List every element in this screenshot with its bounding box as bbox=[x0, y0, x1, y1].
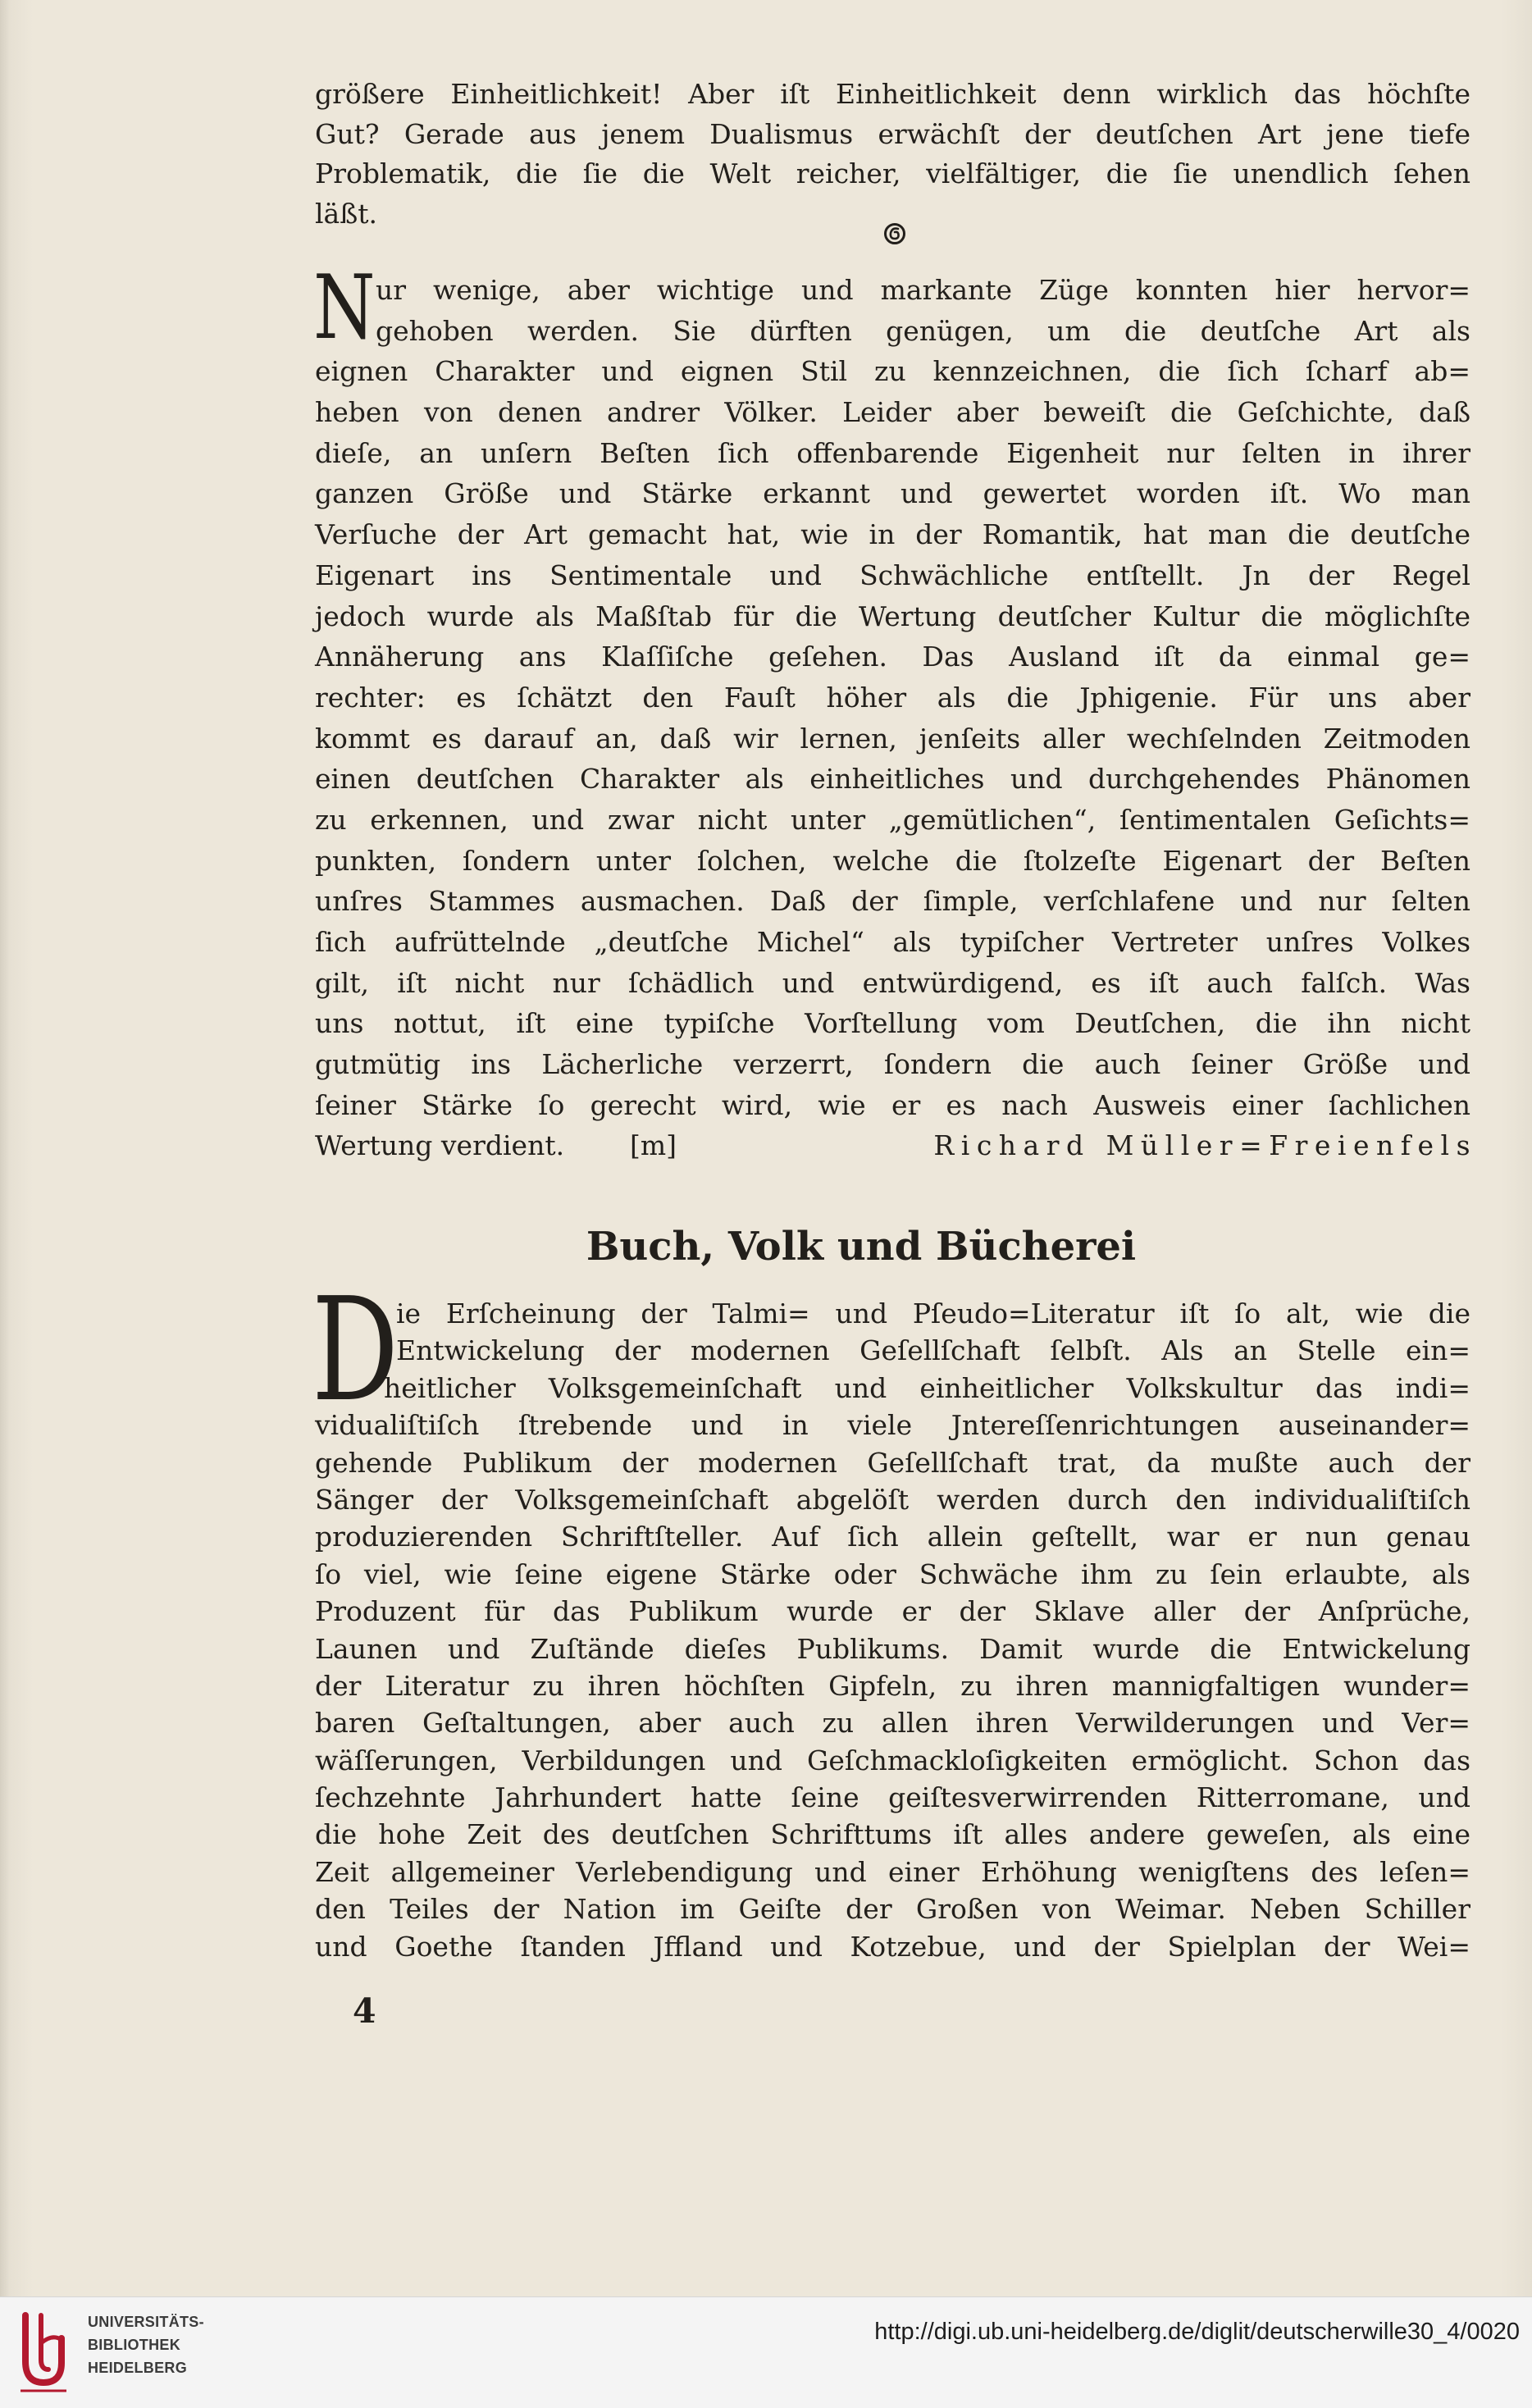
text-line: einen deutſchen Charakter als einheitliches und durchgehendes Phänomen bbox=[315, 763, 1470, 796]
page-url-link[interactable]: http://digi.ub.uni-heidelberg.de/diglit/deutscherwille30_4/0020 bbox=[874, 2319, 1520, 2345]
text-line: baren Geſtaltungen, aber auch zu allen ihren Verwilderungen und Ver= bbox=[315, 1707, 1470, 1740]
text-line: ſechzehnte Jahrhundert hatte ſeine geiſtesverwirrenden Ritterromane, und bbox=[315, 1781, 1470, 1814]
text-line: ganzen Größe und Stärke erkannt und gewertet worden iſt. Wo man bbox=[315, 477, 1470, 510]
library-name-line: UNIVERSITÄTS- bbox=[88, 2314, 204, 2330]
text-line: heitlicher Volksgemeinſchaft und einheitlicher Volkskultur das indi= bbox=[384, 1371, 1470, 1404]
drop-cap-initial: D bbox=[312, 1267, 399, 1434]
text-line: Launen und Zuſtände dieſes Publikums. Damit wurde die Entwickelung bbox=[315, 1632, 1470, 1665]
text-line: Problematik, die ſie die Welt reicher, vielfältiger, die ſie unendlich ſehen bbox=[315, 157, 1470, 190]
text-line: unſres Stammes ausmachen. Daß der ſimple, verſchlafene und nur ſelten bbox=[315, 885, 1470, 918]
article-closing-paragraph bbox=[315, 270, 1477, 1166]
text-line: gehende Publikum der modernen Geſellſchaft trat, da mußte auch der bbox=[315, 1446, 1470, 1479]
article-body bbox=[315, 1295, 1470, 1965]
text-line: ſich aufrüttelnde „deutſche Michel“ als typiſcher Vertreter unſres Volkes bbox=[315, 926, 1470, 958]
text-line: Gut? Gerade aus jenem Dualismus erwächſt der deutſchen Art jene tiefe bbox=[315, 117, 1470, 150]
library-name-line: BIBLIOTHEK bbox=[88, 2337, 180, 2353]
text-line: gehoben werden. Sie dürften genügen, um die deutſche Art als bbox=[376, 314, 1470, 347]
text-line: eignen Charakter und eignen Stil zu kennzeichnen, die ſich ſcharf ab= bbox=[315, 355, 1470, 388]
text-line: Zeit allgemeiner Verlebendigung und einer Erhöhung wenigſtens des leſen= bbox=[315, 1855, 1470, 1888]
text-line: heben von denen andrer Völker. Leider aber beweiſt die Geſchichte, daß bbox=[315, 396, 1470, 429]
ornament-icon bbox=[883, 221, 906, 246]
text-line: der Literatur zu ihren höchſten Gipfeln, zu ihren mannigfaltigen wunder= bbox=[315, 1669, 1470, 1702]
text-line: Annäherung ans Klaſſiſche geſehen. Das Ausland iſt da einmal ge= bbox=[315, 641, 1470, 673]
text-line: jedoch wurde als Maßſtab für die Wertung deutſcher Kultur die möglichſte bbox=[315, 600, 1470, 632]
text-line: kommt es darauf an, daß wir lernen, jenſeits aller wechſelnden Zeitmoden bbox=[315, 722, 1470, 755]
text-line: läßt. bbox=[315, 198, 378, 230]
library-name bbox=[88, 2310, 204, 2379]
text-line: Verſuche der Art gemacht hat, wie in der Romantik, hat man die deutſche bbox=[315, 518, 1470, 551]
closing-line bbox=[315, 1125, 1477, 1166]
text-line: uns nottut, iſt eine typiſche Vorſtellung vom Deutſchen, die ihn nicht bbox=[315, 1007, 1470, 1040]
text-line: zu erkennen, und zwar nicht unter „gemütlichen“, ſentimentalen Geſichts= bbox=[315, 803, 1470, 836]
text-line: den Teiles der Nation im Geiſte der Großen von Weimar. Neben Schiller bbox=[315, 1893, 1470, 1926]
text-line: die hohe Zeit des deutſchen Schrifttums iſt alles andere geweſen, als eine bbox=[315, 1818, 1470, 1851]
text-line: vidualiſtiſch ſtrebende und in viele Jntereſſenrichtungen auseinander= bbox=[315, 1409, 1470, 1442]
text-line: Eigenart ins Sentimentale und Schwächliche entſtellt. Jn der Regel bbox=[315, 559, 1470, 591]
text-line: ur wenige, aber wichtige und markante Züge konnten hier hervor= bbox=[376, 274, 1470, 306]
library-name-line: HEIDELBERG bbox=[88, 2360, 188, 2376]
text-line: gutmütig ins Lächerliche verzerrt, ſondern die auch ſeiner Größe und bbox=[315, 1048, 1470, 1081]
text-line: dieſe, an unſern Beſten ſich offenbarende Eigenheit nur ſelten in ihrer bbox=[315, 436, 1470, 469]
text-line: rechter: es ſchätzt den Fauſt höher als die Jphigenie. Für uns aber bbox=[315, 681, 1470, 714]
text-line: ie Erſcheinung der Talmi= und Pſeudo=Literatur iſt ſo alt, wie die bbox=[396, 1297, 1470, 1329]
drop-cap-initial: N bbox=[313, 257, 376, 359]
text-line: punkten, ſondern unter ſolchen, welche die ſtolzeſte Eigenart der Beſten bbox=[315, 844, 1470, 877]
text-line: ſeiner Stärke ſo gerecht wird, wie er es nach Ausweis einer ſachlichen bbox=[315, 1088, 1470, 1121]
text-line: Entwickelung der modernen Geſellſchaft ſelbſt. Als an Stelle ein= bbox=[396, 1334, 1470, 1367]
viewer-footer bbox=[0, 2296, 1532, 2408]
text-line: gilt, iſt nicht nur ſchädlich und entwürdigend, es iſt auch falſch. Was bbox=[315, 966, 1470, 999]
library-logo-icon bbox=[16, 2310, 71, 2395]
text-line: und Goethe ſtanden Jffland und Kotzebue, und der Spielplan der Wei= bbox=[315, 1930, 1470, 1963]
closing-text: Wertung verdient. bbox=[315, 1129, 565, 1162]
text-line: produzierenden Schriftſteller. Auf ſich allein geſtellt, war er nun genau bbox=[315, 1521, 1470, 1553]
article-continuation-top bbox=[315, 75, 1470, 235]
text-line: ſo viel, wie ſeine eigene Stärke oder Schwäche ihm zu ſein erlaubte, als bbox=[315, 1557, 1470, 1590]
text-line: größere Einheitlichkeit! Aber iſt Einheitlichkeit denn wirklich das höchſte bbox=[315, 78, 1470, 110]
text-line: Produzent für das Publikum wurde er der Sklave aller der Anſprüche, bbox=[315, 1595, 1470, 1628]
author-byline: Richard Müller=Freienfels bbox=[933, 1129, 1477, 1162]
section-heading: Buch, Volk und Bücherei bbox=[586, 1224, 1137, 1270]
editor-mark: [m] bbox=[630, 1129, 677, 1162]
text-line: Sänger der Volksgemeinſchaft abgelöſt werden durch den individualiſtiſch bbox=[315, 1483, 1470, 1516]
text-line: wäſſerungen, Verbildungen und Geſchmackloſigkeiten ermöglicht. Schon das bbox=[315, 1744, 1470, 1776]
page-number: 4 bbox=[353, 1991, 376, 2031]
